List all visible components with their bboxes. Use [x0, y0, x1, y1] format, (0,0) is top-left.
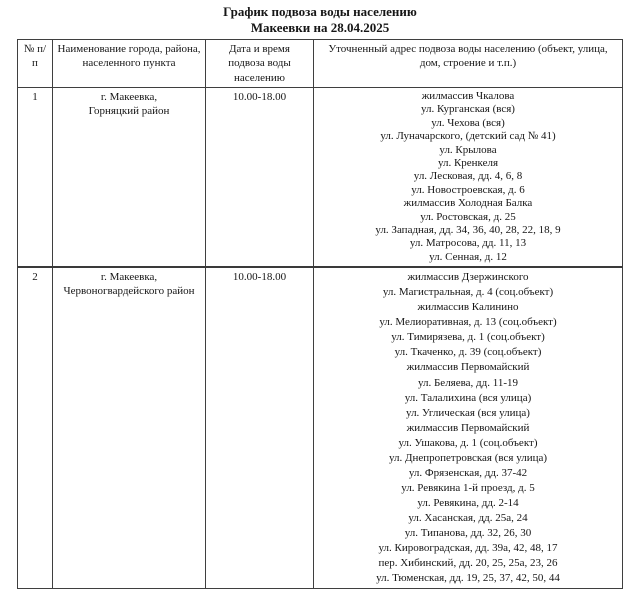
- address-line: ул. Курганская (вся): [421, 103, 515, 116]
- cell-time: 10.00-18.00: [206, 267, 314, 588]
- water-delivery-schedule-table: [17, 39, 623, 589]
- cell-addresses: [314, 87, 623, 267]
- location-line: Горняцкий район: [88, 105, 170, 118]
- table-header: [18, 40, 623, 88]
- cell-time: 10.00-18.00: [206, 87, 314, 267]
- address-line: ул. Ушакова, д. 1 (соц.объект): [398, 436, 538, 449]
- address-line: ул. Чехова (вся): [431, 116, 505, 129]
- address-line: жилмассив Дзержинского: [407, 271, 529, 284]
- location-line: Червоногвардейского район: [63, 285, 195, 298]
- location-line: г. Макеевка,: [100, 90, 158, 103]
- address-line: ул. Магистральная, д. 4 (соц.объект): [382, 286, 554, 299]
- address-line: ул. Тимирязева, д. 1 (соц.объект): [391, 331, 545, 344]
- table-row: [18, 87, 623, 267]
- address-line: жилмассив Холодная Балка: [403, 197, 533, 210]
- address-line: ул. Днепропетровская (вся улица): [388, 451, 548, 464]
- address-line: пер. Хибинский, дд. 20, 25, 25а, 23, 26: [378, 557, 558, 570]
- address-line: ул. Фрязенская, дд. 37-42: [408, 466, 528, 479]
- address-line: ул. Углическая (вся улица): [406, 406, 530, 419]
- header-row: [18, 40, 623, 88]
- address-line: ул. Типанова, дд. 32, 26, 30: [404, 526, 532, 539]
- address-line: ул. Матросова, дд. 11, 13: [409, 237, 527, 250]
- cell-addresses: [314, 267, 623, 588]
- address-line: ул. Лесковая, дд. 4, 6, 8: [413, 170, 523, 183]
- address-line: жилмассив Чкалова: [421, 89, 515, 102]
- address-line: жилмассив Первомайский: [406, 421, 530, 434]
- address-line: ул. Новостроевская, д. 6: [411, 183, 525, 196]
- cell-row-number: 2: [18, 267, 53, 588]
- address-line: ул. Кировоградская, дд. 39а, 42, 48, 17: [378, 542, 558, 555]
- address-line: ул. Ревякина, дд. 2-14: [417, 496, 519, 509]
- title-line-1: График подвоза воды населению: [223, 4, 417, 19]
- address-line: ул. Ткаченко, д. 39 (соц.объект): [394, 346, 542, 359]
- table-body: [18, 87, 623, 588]
- address-line: ул. Кренкеля: [437, 156, 499, 169]
- address-line: ул. Талалихина (вся улица): [404, 391, 532, 404]
- location-line: г. Макеевка,: [100, 271, 158, 284]
- address-line: ул. Тюменская, дд. 19, 25, 37, 42, 50, 44: [376, 572, 560, 585]
- address-line: ул. Сенная, д. 12: [429, 250, 507, 263]
- title-line-2: Макеевки на 28.04.2025: [250, 20, 390, 35]
- cell-location: [53, 87, 206, 267]
- address-line: ул. Луначарского, (детский сад № 41): [380, 130, 556, 143]
- address-line: ул. Беляева, дд. 11-19: [417, 376, 518, 389]
- header-col-location: Наименование города, района, населенного пункта: [53, 40, 206, 88]
- address-line: ул. Западная, дд. 34, 36, 40, 28, 22, 18, 9: [375, 223, 561, 236]
- header-col-address: Уточненный адрес подвоза воды населению (объект, улица, дом, строение и т.п.): [314, 40, 623, 88]
- address-line: жилмассив Первомайский: [406, 361, 530, 374]
- address-line: ул. Крылова: [439, 143, 497, 156]
- address-line: ул. Мелиоративная, д. 13 (соц.объект): [379, 316, 557, 329]
- header-col-datetime: Дата и время подвоза воды населению: [206, 40, 314, 88]
- address-line: ул. Хасанская, дд. 25а, 24: [408, 511, 528, 524]
- table-row: [18, 267, 623, 588]
- address-line: ул. Ростовская, д. 25: [420, 210, 516, 223]
- address-line: жилмассив Калинино: [417, 301, 519, 314]
- header-col-number: № п/п: [18, 40, 53, 88]
- cell-location: [53, 267, 206, 588]
- address-line: ул. Ревякина 1-й проезд, д. 5: [401, 481, 535, 494]
- document-title: [0, 4, 640, 36]
- cell-row-number: 1: [18, 87, 53, 267]
